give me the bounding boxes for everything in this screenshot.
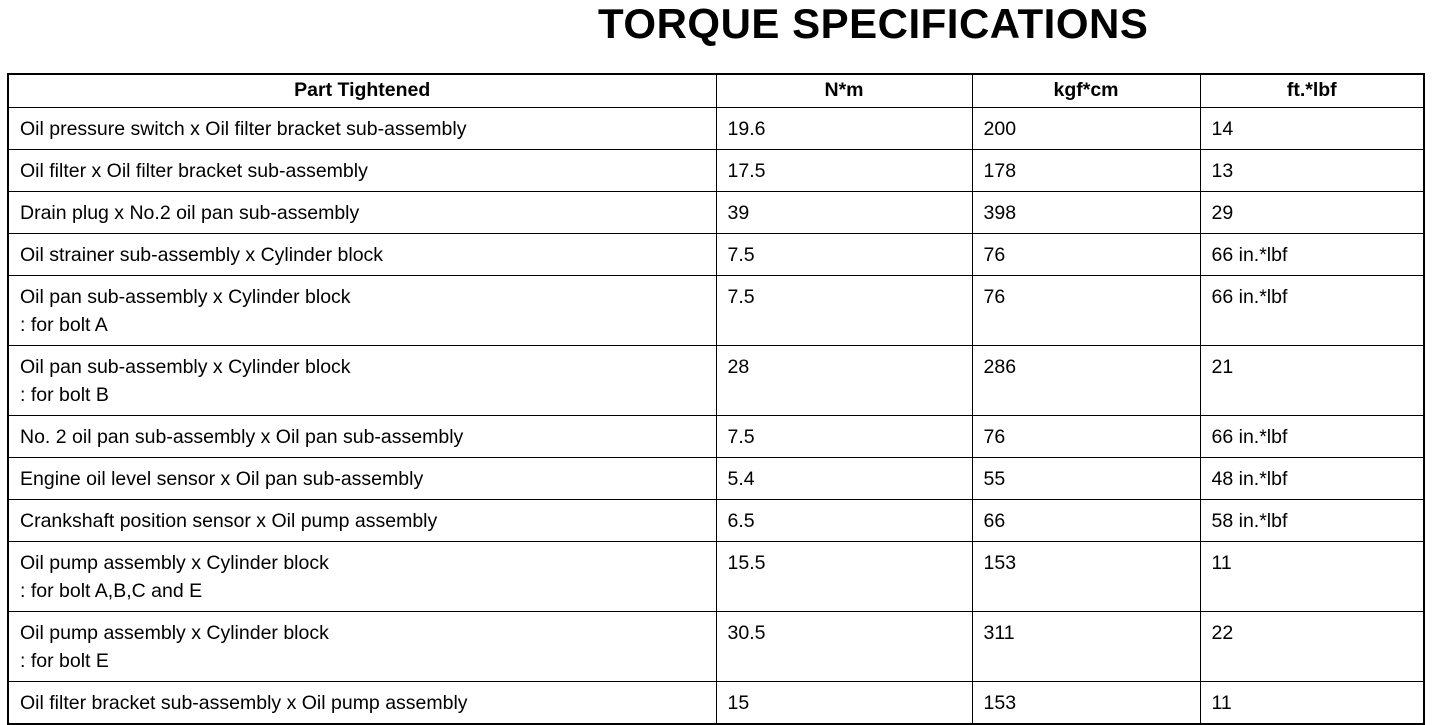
part-note: : for bolt A,B,C and E bbox=[20, 579, 203, 602]
kgfcm-value-cell: 153 bbox=[972, 681, 1200, 724]
kgfcm-value-cell: 76 bbox=[972, 233, 1200, 275]
kgfcm-value-cell: 311 bbox=[972, 611, 1200, 681]
nm-value-cell: 5.4 bbox=[716, 457, 972, 499]
part-tightened-cell bbox=[8, 499, 716, 541]
table-row bbox=[8, 149, 1424, 191]
page-title: TORQUE SPECIFICATIONS bbox=[598, 0, 1149, 47]
part-name: Oil pan sub-assembly x Cylinder block bbox=[20, 355, 351, 378]
ftlbf-value-cell: 14 bbox=[1200, 107, 1424, 149]
header-row bbox=[8, 74, 1424, 107]
table-row bbox=[8, 681, 1424, 724]
kgfcm-value-cell: 55 bbox=[972, 457, 1200, 499]
nm-value-cell: 7.5 bbox=[716, 233, 972, 275]
part-name: Drain plug x No.2 oil pan sub-assembly bbox=[20, 201, 360, 224]
part-name: No. 2 oil pan sub-assembly x Oil pan sub-assembly bbox=[20, 425, 464, 448]
part-name: Oil filter x Oil filter bracket sub-assembly bbox=[20, 159, 368, 182]
ftlbf-value-cell: 58 in.*lbf bbox=[1200, 499, 1424, 541]
part-tightened-cell bbox=[8, 107, 716, 149]
part-name: Oil filter bracket sub-assembly x Oil pump assembly bbox=[20, 691, 468, 714]
header-ftlbf: ft.*lbf bbox=[1200, 74, 1424, 107]
ftlbf-value-cell: 11 bbox=[1200, 681, 1424, 724]
kgfcm-value-cell: 66 bbox=[972, 499, 1200, 541]
torque-spec-table bbox=[7, 73, 1425, 725]
part-name: Oil pressure switch x Oil filter bracket sub-assembly bbox=[20, 117, 467, 140]
table-row bbox=[8, 499, 1424, 541]
kgfcm-value-cell: 76 bbox=[972, 275, 1200, 345]
nm-value-cell: 7.5 bbox=[716, 275, 972, 345]
part-name: Oil strainer sub-assembly x Cylinder block bbox=[20, 243, 384, 266]
table-row bbox=[8, 275, 1424, 345]
table-body bbox=[8, 107, 1424, 724]
ftlbf-value-cell: 66 in.*lbf bbox=[1200, 233, 1424, 275]
ftlbf-value-cell: 13 bbox=[1200, 149, 1424, 191]
ftlbf-value-cell: 66 in.*lbf bbox=[1200, 415, 1424, 457]
nm-value-cell: 30.5 bbox=[716, 611, 972, 681]
part-tightened-cell bbox=[8, 681, 716, 724]
ftlbf-value-cell: 29 bbox=[1200, 191, 1424, 233]
kgfcm-value-cell: 153 bbox=[972, 541, 1200, 611]
nm-value-cell: 6.5 bbox=[716, 499, 972, 541]
header-kgfcm: kgf*cm bbox=[972, 74, 1200, 107]
table-row bbox=[8, 191, 1424, 233]
kgfcm-value-cell: 76 bbox=[972, 415, 1200, 457]
table-row bbox=[8, 345, 1424, 415]
ftlbf-value-cell: 48 in.*lbf bbox=[1200, 457, 1424, 499]
nm-value-cell: 15 bbox=[716, 681, 972, 724]
nm-value-cell: 7.5 bbox=[716, 415, 972, 457]
part-tightened-cell bbox=[8, 541, 716, 611]
part-tightened-cell bbox=[8, 149, 716, 191]
part-note: : for bolt E bbox=[20, 649, 109, 672]
part-name: Engine oil level sensor x Oil pan sub-assembly bbox=[20, 467, 424, 490]
table-row bbox=[8, 541, 1424, 611]
part-note: : for bolt B bbox=[20, 383, 109, 406]
ftlbf-value-cell: 21 bbox=[1200, 345, 1424, 415]
part-tightened-cell bbox=[8, 415, 716, 457]
nm-value-cell: 17.5 bbox=[716, 149, 972, 191]
part-name: Crankshaft position sensor x Oil pump assembly bbox=[20, 509, 438, 532]
header-part-tightened: Part Tightened bbox=[8, 74, 716, 107]
part-name: Oil pump assembly x Cylinder block bbox=[20, 551, 329, 574]
part-tightened-cell bbox=[8, 457, 716, 499]
part-tightened-cell bbox=[8, 611, 716, 681]
table-row bbox=[8, 457, 1424, 499]
table-row bbox=[8, 233, 1424, 275]
table-row bbox=[8, 107, 1424, 149]
nm-value-cell: 19.6 bbox=[716, 107, 972, 149]
table-row bbox=[8, 415, 1424, 457]
table-header bbox=[8, 74, 1424, 107]
part-tightened-cell bbox=[8, 345, 716, 415]
kgfcm-value-cell: 398 bbox=[972, 191, 1200, 233]
nm-value-cell: 15.5 bbox=[716, 541, 972, 611]
part-note: : for bolt A bbox=[20, 313, 108, 336]
part-name: Oil pump assembly x Cylinder block bbox=[20, 621, 329, 644]
ftlbf-value-cell: 22 bbox=[1200, 611, 1424, 681]
part-tightened-cell bbox=[8, 191, 716, 233]
header-nm: N*m bbox=[716, 74, 972, 107]
kgfcm-value-cell: 178 bbox=[972, 149, 1200, 191]
ftlbf-value-cell: 11 bbox=[1200, 541, 1424, 611]
nm-value-cell: 39 bbox=[716, 191, 972, 233]
kgfcm-value-cell: 286 bbox=[972, 345, 1200, 415]
table-row bbox=[8, 611, 1424, 681]
part-tightened-cell bbox=[8, 233, 716, 275]
nm-value-cell: 28 bbox=[716, 345, 972, 415]
part-tightened-cell bbox=[8, 275, 716, 345]
kgfcm-value-cell: 200 bbox=[972, 107, 1200, 149]
part-name: Oil pan sub-assembly x Cylinder block bbox=[20, 285, 351, 308]
ftlbf-value-cell: 66 in.*lbf bbox=[1200, 275, 1424, 345]
